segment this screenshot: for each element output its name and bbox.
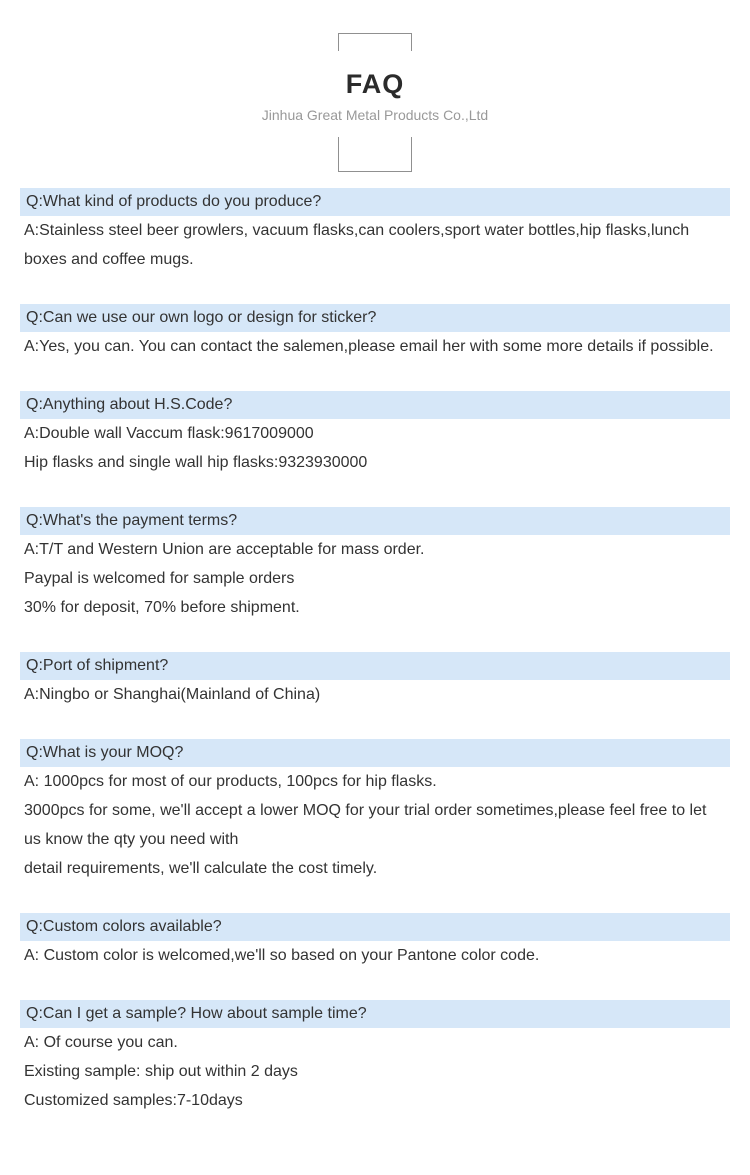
bracket-bottom-decoration [338, 137, 412, 172]
faq-answer-line: boxes and coffee mugs. [24, 251, 194, 268]
faq-answer-line: 3000pcs for some, we'll accept a lower MOQ for your trial order sometimes,please feel free to let [24, 802, 707, 819]
faq-item [20, 739, 730, 883]
faq-question: Q:Can we use our own logo or design for sticker? [20, 304, 730, 332]
faq-page [0, 33, 750, 1115]
faq-answers [20, 680, 730, 709]
faq-answer-line: 30% for deposit, 70% before shipment. [24, 599, 300, 616]
faq-item [20, 304, 730, 361]
company-name: Jinhua Great Metal Products Co.,Ltd [261, 107, 489, 123]
faq-item [20, 507, 730, 622]
faq-answers [20, 535, 730, 622]
faq-question: Q:What's the payment terms? [20, 507, 730, 535]
faq-question: Q:Custom colors available? [20, 913, 730, 941]
faq-answer-line: A:Stainless steel beer growlers, vacuum flasks,can coolers,sport water bottles,hip flasks,lunch [24, 222, 690, 239]
faq-item [20, 1000, 730, 1115]
faq-question: Q:What kind of products do you produce? [20, 188, 730, 216]
faq-answer-line: A:Yes, you can. You can contact the salemen,please email her with some more details if possible. [24, 338, 714, 355]
faq-answer-line: Customized samples:7-10days [24, 1092, 243, 1109]
faq-question: Q:Anything about H.S.Code? [20, 391, 730, 419]
faq-answers [20, 332, 730, 361]
faq-answers [20, 941, 730, 970]
faq-answer-line: Hip flasks and single wall hip flasks:9323930000 [24, 454, 368, 471]
faq-answer-line: Existing sample: ship out within 2 days [24, 1063, 298, 1080]
faq-answers [20, 767, 730, 883]
faq-answer-line: us know the qty you need with [24, 831, 239, 848]
faq-header [0, 33, 750, 172]
faq-item [20, 188, 730, 274]
faq-item [20, 391, 730, 477]
faq-question: Q:Port of shipment? [20, 652, 730, 680]
faq-answer-line: A:Double wall Vaccum flask:9617009000 [24, 425, 314, 442]
faq-answer-line: A: Of course you can. [24, 1034, 178, 1051]
faq-answer-line: Paypal is welcomed for sample orders [24, 570, 295, 587]
faq-item [20, 913, 730, 970]
page-title: FAQ [345, 69, 405, 99]
faq-question: Q:What is your MOQ? [20, 739, 730, 767]
bracket-top-decoration [338, 33, 412, 51]
faq-answers [20, 1028, 730, 1115]
faq-answer-line: A:Ningbo or Shanghai(Mainland of China) [24, 686, 321, 703]
faq-answer-line: A: 1000pcs for most of our products, 100pcs for hip flasks. [24, 773, 437, 790]
faq-answers [20, 216, 730, 274]
faq-question: Q:Can I get a sample? How about sample time? [20, 1000, 730, 1028]
faq-answer-line: A: Custom color is welcomed,we'll so based on your Pantone color code. [24, 947, 540, 964]
faq-answers [20, 419, 730, 477]
faq-item [20, 652, 730, 709]
faq-answer-line: A:T/T and Western Union are acceptable for mass order. [24, 541, 425, 558]
faq-list [20, 188, 730, 1115]
faq-answer-line: detail requirements, we'll calculate the cost timely. [24, 860, 378, 877]
